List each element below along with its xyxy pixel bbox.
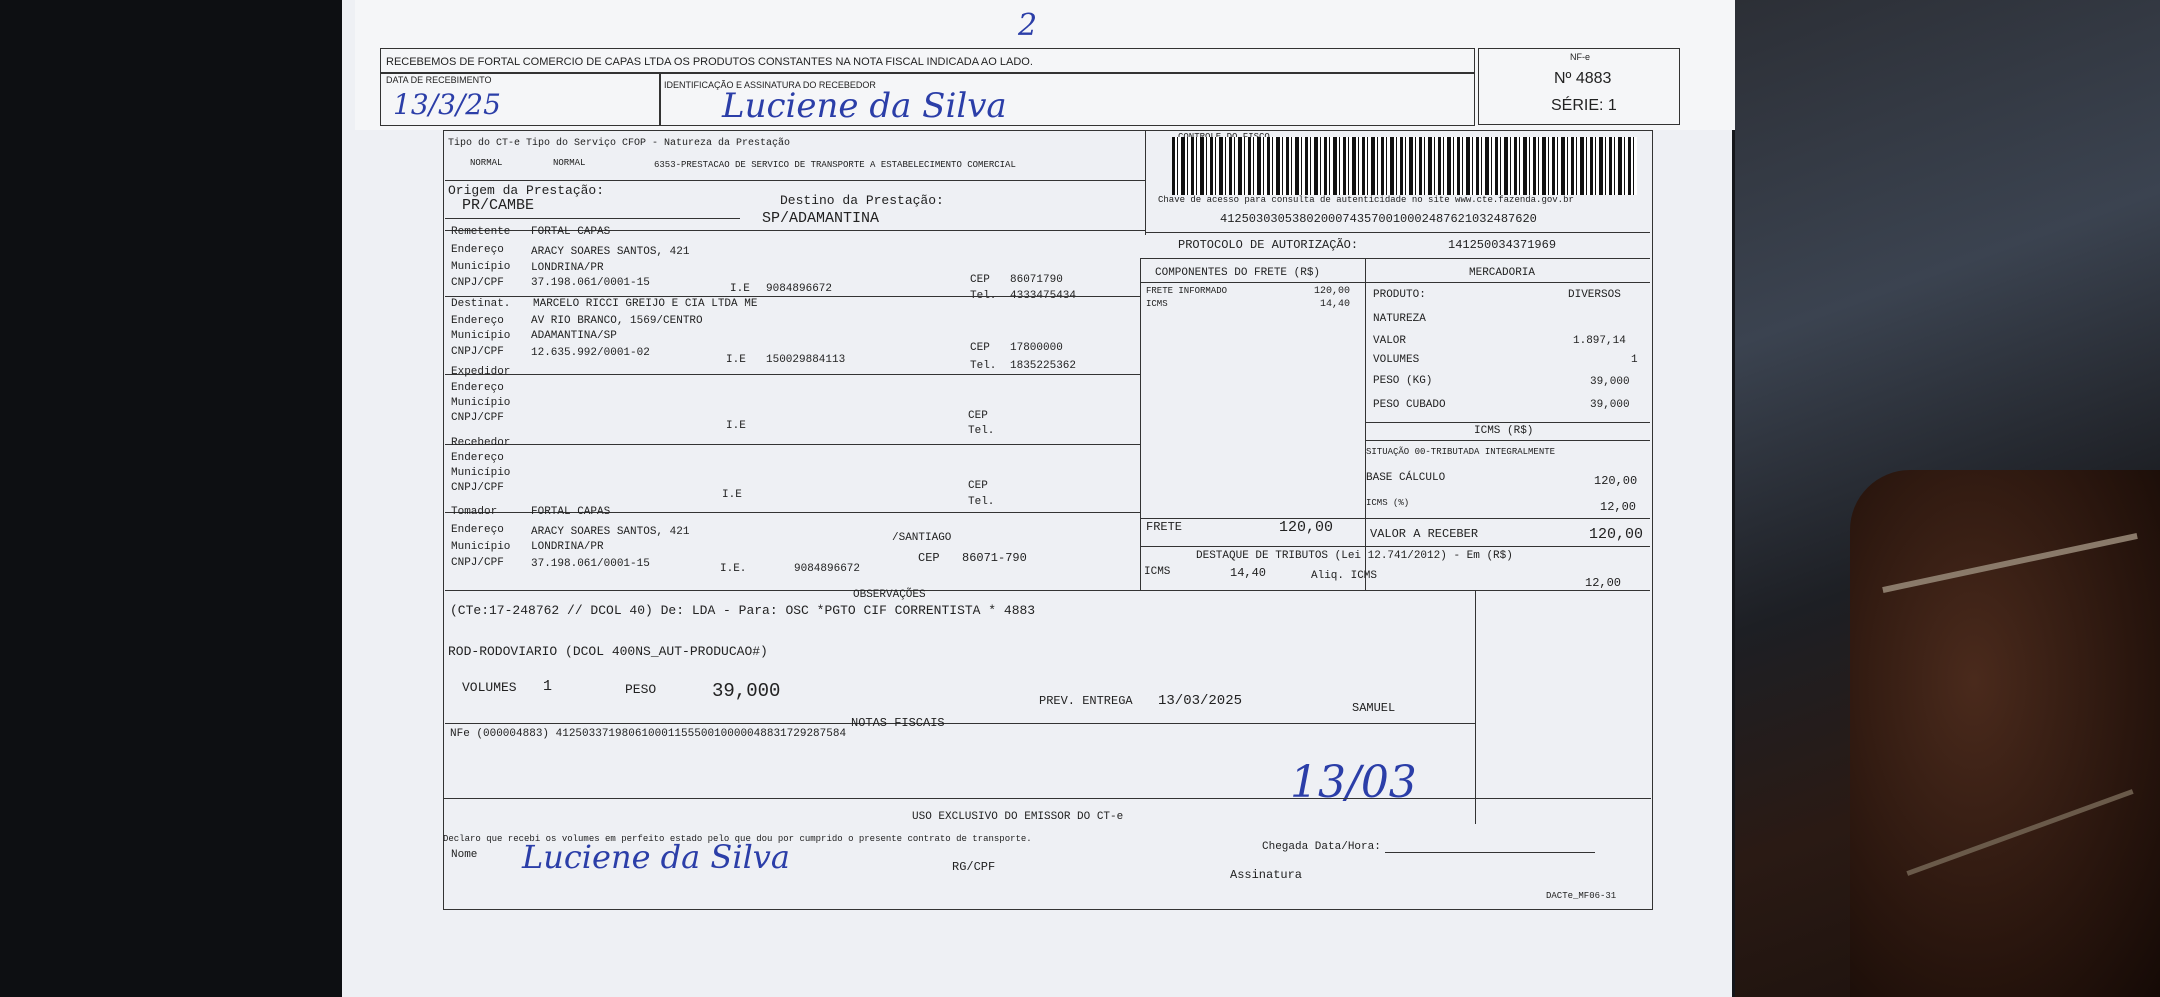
remetente-endereco: ARACY SOARES SANTOS, 421: [531, 246, 690, 258]
tomador-municipio: LONDRINA/PR: [531, 541, 604, 553]
natureza-label: NATUREZA: [1373, 313, 1426, 325]
motorista-value: SAMUEL: [1352, 701, 1396, 715]
background-left: [0, 0, 345, 997]
recebedor-endereco-label: Endereço: [451, 452, 504, 464]
chegada-blank[interactable]: [1385, 852, 1595, 853]
divider: [1140, 258, 1141, 590]
icms-title: ICMS (R$): [1474, 425, 1534, 437]
produto-value: DIVERSOS: [1568, 289, 1621, 301]
prev-label: PREV. ENTREGA: [1039, 694, 1133, 708]
handwritten-date: 13/03: [1290, 757, 1417, 808]
destinatario-ie: 150029884113: [766, 354, 846, 366]
icms-base-label: BASE CÁLCULO: [1366, 472, 1446, 484]
tributos-icms-value: 14,40: [1230, 566, 1267, 580]
divider: [445, 374, 1140, 375]
emissor-signature: Luciene da Silva: [522, 838, 790, 876]
obs-volumes-value: 1: [543, 678, 553, 695]
peso-value: 39,000: [1590, 376, 1630, 388]
remetente-endereco-label: Endereço: [451, 244, 504, 256]
destinatario-endereco-label: Endereço: [451, 315, 504, 327]
tomador-bairro: /SANTIAGO: [892, 532, 952, 544]
peso-label: PESO (KG): [1373, 375, 1433, 387]
page-mark: 2: [1018, 8, 1038, 43]
divider: [1145, 130, 1146, 235]
protocolo-value: 141250034371969: [1448, 238, 1557, 252]
tributos-title: DESTAQUE DE TRIBUTOS (Lei 12.741/2012) - Em (R$): [1196, 550, 1513, 562]
divider: [445, 723, 1475, 724]
obs-peso-value: 39,000: [712, 680, 781, 702]
divider: [1365, 518, 1650, 519]
chave-label: Chave de acesso para consulta de autenticidade no site www.cte.fazenda.gov.br: [1158, 195, 1574, 205]
cte-tipo: NORMAL: [470, 158, 503, 168]
divider: [445, 218, 740, 219]
receipt-date-label: DATA DE RECEBIMENTO: [386, 75, 492, 85]
notas-nfe: NFe (000004883) 41250337198061000115550010000048831729287584: [450, 728, 847, 740]
valor-value: 1.897,14: [1573, 335, 1626, 347]
divider: [1140, 546, 1650, 547]
divider: [1365, 258, 1366, 590]
obs-peso-label: PESO: [625, 682, 657, 697]
assinatura-label: Assinatura: [1230, 868, 1303, 882]
nfe-serie: SÉRIE: 1: [1551, 97, 1617, 114]
receipt-header-text: RECEBEMOS DE FORTAL COMERCIO DE CAPAS LTDA OS PRODUTOS CONSTANTES NA NOTA FISCAL INDICADA AO LADO.: [386, 56, 1033, 68]
tributos-aliq-label: Aliq. ICMS: [1311, 570, 1378, 582]
frete-total-value: 120,00: [1279, 519, 1334, 536]
expedidor-cep-label: CEP: [968, 410, 988, 422]
volumes-label: VOLUMES: [1373, 354, 1420, 366]
remetente-ie: 9084896672: [766, 283, 833, 295]
expedidor-tel-label: Tel.: [968, 425, 995, 437]
componentes-icms-value: 14,40: [1320, 299, 1351, 310]
cte-tipo-servico: NORMAL: [553, 158, 586, 168]
destinatario-endereco: AV RIO BRANCO, 1569/CENTRO: [531, 315, 703, 327]
remetente-cnpj-label: CNPJ/CPF: [451, 277, 504, 289]
recebedor-municipio-label: Município: [451, 467, 511, 479]
destinatario-nome: MARCELO RICCI GREIJO E CIA LTDA ME: [533, 298, 758, 310]
emissor-nome-label: Nome: [451, 849, 478, 861]
cte-type-header: Tipo do CT-e Tipo do Serviço CFOP - Natureza da Prestação: [448, 138, 791, 149]
destinatario-label: Destinat.: [451, 298, 511, 310]
destinatario-ie-label: I.E: [726, 354, 746, 366]
destinatario-cnpj-label: CNPJ/CPF: [451, 346, 504, 358]
origem-label: Origem da Prestação:: [448, 183, 605, 198]
rg-label: RG/CPF: [952, 860, 996, 874]
cte-cfop: 6353-PRESTACAO DE SERVICO DE TRANSPORTE A ESTABELECIMENTO COMERCIAL: [654, 160, 1016, 170]
access-key-barcode: [1172, 137, 1637, 195]
divider: [445, 590, 1650, 591]
emissor-title: USO EXCLUSIVO DO EMISSOR DO CT-e: [912, 811, 1124, 823]
remetente-nome: FORTAL CAPAS: [531, 226, 611, 238]
divider: [443, 798, 1651, 799]
remetente-cnpj: 37.198.061/0001-15: [531, 277, 650, 289]
emissor-declaracao: Declaro que recebi os volumes em perfeito estado pelo que dou por cumprido o presente contrato de transporte.: [443, 834, 1032, 844]
receipt-ident-label: IDENTIFICAÇÃO E ASSINATURA DO RECEBEDOR: [664, 80, 876, 90]
destinatario-cnpj: 12.635.992/0001-02: [531, 347, 650, 359]
componentes-frete-value: 120,00: [1314, 286, 1351, 297]
tomador-nome: FORTAL CAPAS: [531, 506, 611, 518]
destinatario-municipio: ADAMANTINA/SP: [531, 330, 617, 342]
recebedor-tel-label: Tel.: [968, 496, 995, 508]
divider: [1365, 422, 1650, 423]
tributos-aliq-value: 12,00: [1585, 576, 1622, 590]
expedidor-endereco-label: Endereço: [451, 382, 504, 394]
divider: [1365, 282, 1650, 283]
destinatario-municipio-label: Município: [451, 330, 511, 342]
protocolo-label: PROTOCOLO DE AUTORIZAÇÃO:: [1178, 238, 1359, 252]
remetente-municipio-label: Município: [451, 261, 511, 273]
destinatario-cep: 17800000: [1010, 342, 1063, 354]
icms-base-value: 120,00: [1594, 474, 1638, 488]
divider: [1140, 258, 1650, 259]
nfe-number: Nº 4883: [1554, 70, 1612, 87]
expedidor-municipio-label: Município: [451, 397, 511, 409]
obs-volumes-label: VOLUMES: [462, 680, 517, 695]
divider: [445, 296, 1140, 297]
tomador-endereco: ARACY SOARES SANTOS, 421: [531, 526, 690, 538]
componentes-title: COMPONENTES DO FRETE (R$): [1155, 267, 1321, 279]
nfe-label: NF-e: [1570, 52, 1590, 62]
volumes-value: 1: [1631, 354, 1638, 366]
chave-value: 41250303053802000743570010002487621032487620: [1220, 212, 1537, 226]
observacoes-title: OBSERVAÇÕES: [853, 589, 926, 601]
tomador-label: Tomador: [451, 506, 498, 518]
recebedor-ie-label: I.E: [722, 489, 742, 501]
peso-cubado-value: 39,000: [1590, 399, 1630, 411]
divider: [1475, 590, 1476, 824]
tomador-endereco-label: Endereço: [451, 524, 504, 536]
remetente-label: Remetente: [451, 226, 511, 238]
recebedor-cep-label: CEP: [968, 480, 988, 492]
tomador-cep-label: CEP: [918, 551, 940, 565]
destino-label: Destino da Prestação:: [780, 193, 944, 208]
componentes-frete-label: FRETE INFORMADO: [1146, 286, 1228, 296]
valor-label: VALOR: [1373, 335, 1407, 347]
expedidor-cnpj-label: CNPJ/CPF: [451, 412, 504, 424]
divider: [1140, 282, 1365, 283]
recebedor-label: Recebedor: [451, 437, 511, 449]
tomador-cnpj: 37.198.061/0001-15: [531, 558, 650, 570]
destinatario-tel-label: Tel.: [970, 360, 997, 372]
remetente-tel-label: Tel.: [970, 290, 997, 302]
divider: [1365, 440, 1650, 441]
expedidor-ie-label: I.E: [726, 420, 746, 432]
remetente-cep-label: CEP: [970, 274, 990, 286]
notas-title: NOTAS FISCAIS: [851, 716, 945, 730]
frete-total-label: FRETE: [1146, 520, 1183, 534]
tomador-cep: 86071-790: [962, 551, 1027, 565]
destinatario-cep-label: CEP: [970, 342, 990, 354]
produto-label: PRODUTO:: [1373, 289, 1426, 301]
divider: [1145, 232, 1650, 233]
observacoes-line2: ROD-RODOVIARIO (DCOL 400NS_AUT-PRODUCAO#): [448, 644, 768, 659]
tributos-icms-label: ICMS: [1144, 566, 1171, 578]
leather-bag: [1850, 470, 2160, 997]
componentes-icms-label: ICMS: [1146, 299, 1168, 309]
divider: [445, 444, 1140, 445]
origem-value: PR/CAMBE: [462, 197, 535, 214]
tomador-municipio-label: Município: [451, 541, 511, 553]
prev-value: 13/03/2025: [1158, 693, 1243, 709]
remetente-ie-label: I.E: [730, 283, 750, 295]
icms-pct-label: ICMS (%): [1366, 498, 1410, 508]
remetente-tel: 4333475434: [1010, 290, 1077, 302]
icms-situacao: SITUAÇÃO 00-TRIBUTADA INTEGRALMENTE: [1366, 447, 1556, 457]
icms-pct-value: 12,00: [1600, 500, 1637, 514]
tomador-ie: 9084896672: [794, 563, 861, 575]
chegada-label: Chegada Data/Hora:: [1262, 841, 1381, 853]
receipt-signature: Luciene da Silva: [722, 86, 1007, 126]
destinatario-tel: 1835225362: [1010, 360, 1077, 372]
remetente-cep: 86071790: [1010, 274, 1063, 286]
form-code: DACTe_MF06-31: [1546, 891, 1617, 901]
expedidor-label: Expedidor: [451, 366, 511, 378]
tomador-ie-label: I.E.: [720, 563, 747, 575]
destino-value: SP/ADAMANTINA: [762, 210, 880, 227]
valor-receber-value: 120,00: [1589, 526, 1644, 543]
peso-cubado-label: PESO CUBADO: [1373, 399, 1446, 411]
divider: [445, 180, 1145, 181]
tomador-cnpj-label: CNPJ/CPF: [451, 557, 504, 569]
observacoes-line1: (CTe:17-248762 // DCOL 40) De: LDA - Para: OSC *PGTO CIF CORRENTISTA * 4883: [450, 603, 1036, 618]
recebedor-cnpj-label: CNPJ/CPF: [451, 482, 504, 494]
valor-receber-label: VALOR A RECEBER: [1370, 527, 1479, 541]
receipt-date-value: 13/3/25: [393, 88, 501, 121]
remetente-municipio: LONDRINA/PR: [531, 262, 604, 274]
mercadoria-title: MERCADORIA: [1469, 267, 1536, 279]
